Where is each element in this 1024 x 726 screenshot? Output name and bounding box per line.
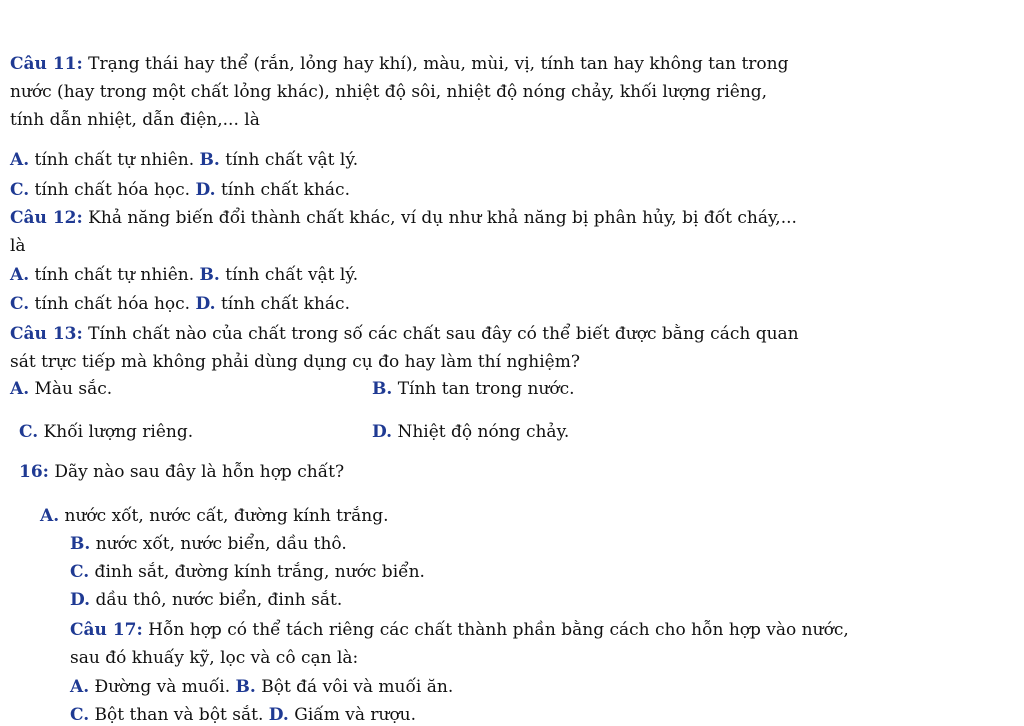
q16-option-d [70,589,342,611]
q16-option-a-text: nước xốt, nước cất, đường kính trắng. [59,506,389,526]
q16-label: 16: [19,462,49,482]
q12-line1 [10,207,797,229]
q13-line2 [10,351,580,373]
q12-option-a-text: tính chất tự nhiên. [29,265,200,285]
q13-option-b [372,378,575,400]
q16-option-a [40,505,389,527]
q11-line3 [10,109,260,131]
q17-label: Câu 17: [70,620,143,640]
q11-line2 [10,81,767,103]
q16-option-c-text: đinh sắt, đường kính trắng, nước biển. [89,562,425,582]
q17-option-a-label: A. [70,677,90,697]
q11-option-b-label: B. [199,150,220,170]
q13-option-a [10,378,112,400]
q17-line2 [70,647,358,669]
q13-option-d-label: D. [372,422,393,442]
q17-text-1: Hỗn hợp có thể tách riêng các chất thành phần bằng cách cho hỗn hợp vào nước, [142,620,849,640]
q13-option-c-label: C. [19,422,39,442]
q11-line1 [10,53,789,75]
q12-option-a-label: A. [10,265,30,285]
q16-option-d-label: D. [70,590,91,610]
q12-option-c-label: C. [10,294,30,314]
q11-option-a-label: A. [10,150,30,170]
q11-label: Câu 11: [10,54,83,74]
q17-options-ab [70,676,453,698]
q12-label: Câu 12: [10,208,83,228]
q11-options-ab [10,149,358,171]
q13-line1 [10,323,799,345]
q11-text-2: nước (hay trong một chất lỏng khác), nhiệt độ sôi, nhiệt độ nóng chảy, khối lượng riêng, [10,82,768,102]
q11-text-1: Trạng thái hay thể (rắn, lỏng hay khí), màu, mùi, vị, tính tan hay không tan trong [82,54,789,74]
q16-line1 [19,461,344,483]
q17-option-d-label: D. [268,705,289,725]
q16-option-c [70,561,425,583]
q12-line2 [10,235,26,257]
q17-option-b-label: B. [235,677,256,697]
q13-text-1: Tính chất nào của chất trong số các chất sau đây có thể biết được bằng cách quan [82,324,799,344]
q12-option-b-label: B. [199,265,220,285]
q17-option-a-text: Đường và muối. [89,677,236,697]
q13-option-a-label: A. [10,379,30,399]
q11-option-d-label: D. [195,180,216,200]
q13-option-b-text: Tính tan trong nước. [392,379,575,399]
q17-line1 [70,619,849,641]
q17-option-c-text: Bột than và bột sắt. [89,705,269,725]
q13-option-c [19,421,193,443]
q16-option-c-label: C. [70,562,90,582]
q11-option-d-text: tính chất khác. [215,180,350,200]
q11-option-c-text: tính chất hóa học. [29,180,196,200]
q17-text-2: sau đó khuấy kỹ, lọc và cô cạn là: [70,648,359,668]
q12-options-ab [10,264,358,286]
q11-options-cd [10,179,350,201]
q11-option-c-label: C. [10,180,30,200]
q12-text-2: là [10,236,26,256]
q16-option-b-text: nước xốt, nước biển, dầu thô. [90,534,347,554]
q17-option-d-text: Giấm và rượu. [288,705,417,725]
q17-option-b-text: Bột đá vôi và muối ăn. [255,677,454,697]
q13-text-2: sát trực tiếp mà không phải dùng dụng cụ đo hay làm thí nghiệm? [10,352,580,372]
q17-option-c-label: C. [70,705,90,725]
q13-option-c-text: Khối lượng riêng. [38,422,194,442]
q12-options-cd [10,293,350,315]
q13-label: Câu 13: [10,324,83,344]
q12-option-d-label: D. [195,294,216,314]
q16-option-b [70,533,347,555]
q13-option-a-text: Màu sắc. [29,379,113,399]
q13-option-d-text: Nhiệt độ nóng chảy. [392,422,570,442]
q12-option-c-text: tính chất hóa học. [29,294,196,314]
q11-option-b-text: tính chất vật lý. [219,150,359,170]
q16-text-1: Dãy nào sau đây là hỗn hợp chất? [48,462,345,482]
q16-option-d-text: dầu thô, nước biển, đinh sắt. [90,590,343,610]
q12-option-d-text: tính chất khác. [215,294,350,314]
q11-text-3: tính dẫn nhiệt, dẫn điện,... là [10,110,260,130]
q13-option-d [372,421,569,443]
q16-option-a-label: A. [40,506,60,526]
q11-option-a-text: tính chất tự nhiên. [29,150,200,170]
q16-option-b-label: B. [70,534,91,554]
q12-option-b-text: tính chất vật lý. [219,265,359,285]
q12-text-1: Khả năng biến đổi thành chất khác, ví dụ như khả năng bị phân hủy, bị đốt cháy,... [82,208,797,228]
q17-options-cd [70,704,416,726]
q13-option-b-label: B. [372,379,393,399]
